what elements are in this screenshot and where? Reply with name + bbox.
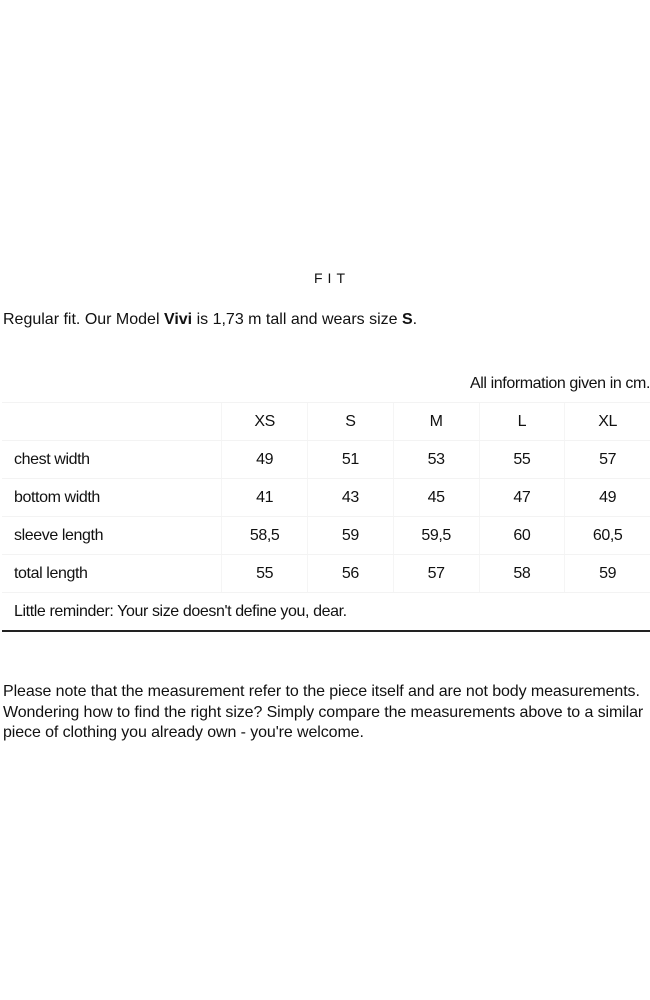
table-row	[2, 441, 650, 479]
table-cell: 53	[393, 441, 479, 479]
table-cell: 45	[393, 479, 479, 517]
header-corner-cell	[2, 403, 222, 441]
table-cell: 60	[479, 517, 565, 555]
intro-text-3: .	[412, 311, 418, 328]
table-cell: 59,5	[393, 517, 479, 555]
measurement-footnote: Please note that the measurement refer to the piece itself and are not body measurements. Wondering how to find the right size? Simply compare the measurements above to a similar piece of clothing you already own - you're welcome.	[3, 683, 644, 741]
table-row	[2, 479, 650, 517]
table-cell: 43	[308, 479, 394, 517]
units-note: All information given in cm.	[2, 365, 650, 403]
table-cell: 58	[479, 555, 565, 593]
table-cell: 49	[222, 441, 308, 479]
section-heading: FIT	[314, 270, 350, 286]
size-header: S	[308, 403, 394, 441]
model-intro	[3, 311, 417, 329]
units-note-row	[2, 365, 650, 403]
size-header: L	[479, 403, 565, 441]
table-cell: 55	[222, 555, 308, 593]
reminder-row	[2, 593, 650, 632]
reminder-text: Little reminder: Your size doesn't define you, dear.	[2, 593, 650, 632]
size-header-row	[2, 403, 650, 441]
table-cell: 49	[565, 479, 650, 517]
model-size: S	[402, 311, 413, 328]
intro-text-2: is 1,73 m tall and wears size	[192, 311, 402, 328]
intro-text-1: Regular fit. Our Model	[3, 311, 164, 328]
table-row	[2, 517, 650, 555]
size-table	[2, 365, 650, 632]
row-label: sleeve length	[2, 517, 222, 555]
size-chart	[2, 365, 650, 632]
size-header: M	[393, 403, 479, 441]
table-cell: 60,5	[565, 517, 650, 555]
table-cell: 57	[565, 441, 650, 479]
table-cell: 58,5	[222, 517, 308, 555]
table-row	[2, 555, 650, 593]
table-cell: 51	[308, 441, 394, 479]
table-cell: 55	[479, 441, 565, 479]
table-cell: 56	[308, 555, 394, 593]
table-cell: 47	[479, 479, 565, 517]
table-cell: 41	[222, 479, 308, 517]
row-label: chest width	[2, 441, 222, 479]
size-header: XS	[222, 403, 308, 441]
table-cell: 59	[308, 517, 394, 555]
row-label: total length	[2, 555, 222, 593]
row-label: bottom width	[2, 479, 222, 517]
table-cell: 57	[393, 555, 479, 593]
size-header: XL	[565, 403, 650, 441]
table-cell: 59	[565, 555, 650, 593]
model-name: Vivi	[163, 311, 193, 328]
